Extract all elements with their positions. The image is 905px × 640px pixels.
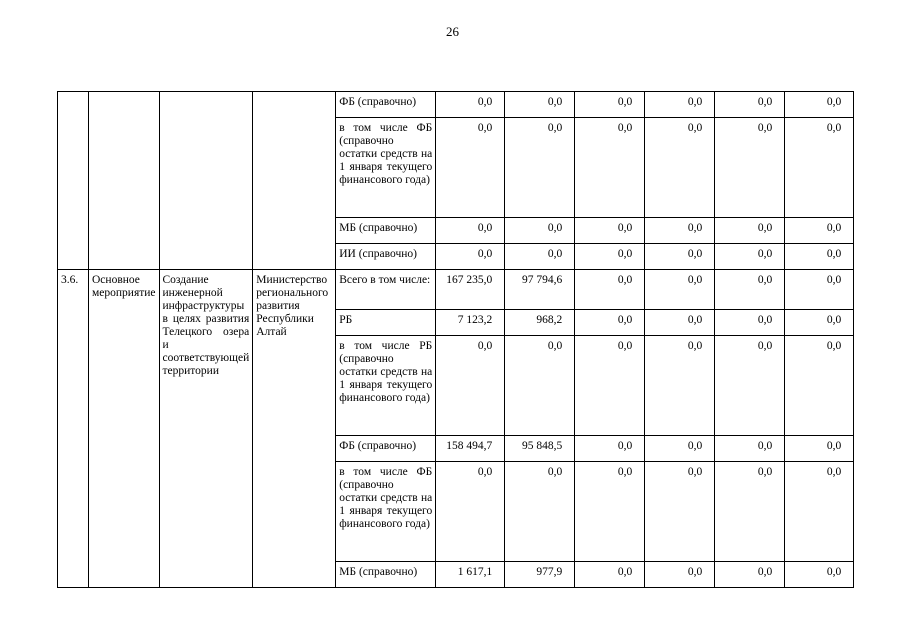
value-cell: 0,0 xyxy=(645,462,715,562)
funding-source: ИИ (справочно) xyxy=(336,244,436,270)
value-cell: 968,2 xyxy=(505,310,575,336)
value-cell: 0,0 xyxy=(575,336,645,436)
value-cell: 0,0 xyxy=(715,310,785,336)
value-cell: 7 123,2 xyxy=(436,310,505,336)
item-name: Создание инженерной инфраструктуры в целях развития Телецкого озера и соответствующей территории xyxy=(159,270,253,588)
value-cell: 0,0 xyxy=(785,562,854,588)
item-number: 3.6. xyxy=(58,270,89,588)
value-cell: 0,0 xyxy=(715,244,785,270)
value-cell: 0,0 xyxy=(575,436,645,462)
value-cell: 0,0 xyxy=(715,436,785,462)
value-cell: 0,0 xyxy=(436,92,505,118)
value-cell: 0,0 xyxy=(645,92,715,118)
page-number: 26 xyxy=(446,24,459,39)
cell-executor xyxy=(253,92,336,270)
value-cell: 0,0 xyxy=(715,218,785,244)
value-cell: 0,0 xyxy=(785,310,854,336)
funding-source: в том числе ФБ (справочно остатки средств на 1 января текущего финансового года) xyxy=(336,462,436,562)
value-cell: 167 235,0 xyxy=(436,270,505,310)
funding-source: ФБ (справочно) xyxy=(336,92,436,118)
value-cell: 0,0 xyxy=(645,436,715,462)
value-cell: 977,9 xyxy=(505,562,575,588)
cell-type xyxy=(89,92,160,270)
item-executor: Министерство регионального развития Республики Алтай xyxy=(253,270,336,588)
value-cell: 0,0 xyxy=(785,462,854,562)
value-cell: 0,0 xyxy=(575,244,645,270)
value-cell: 0,0 xyxy=(436,336,505,436)
value-cell: 0,0 xyxy=(505,244,575,270)
table-row xyxy=(58,270,854,310)
value-cell: 0,0 xyxy=(505,92,575,118)
value-cell: 0,0 xyxy=(575,218,645,244)
value-cell: 0,0 xyxy=(785,270,854,310)
value-cell: 0,0 xyxy=(645,562,715,588)
value-cell: 0,0 xyxy=(645,218,715,244)
value-cell: 0,0 xyxy=(505,462,575,562)
value-cell: 0,0 xyxy=(645,118,715,218)
cell-number xyxy=(58,92,89,270)
value-cell: 0,0 xyxy=(715,562,785,588)
item-type: Основное мероприятие xyxy=(89,270,160,588)
value-cell: 0,0 xyxy=(575,92,645,118)
value-cell: 158 494,7 xyxy=(436,436,505,462)
funding-source: РБ xyxy=(336,310,436,336)
value-cell: 0,0 xyxy=(436,244,505,270)
value-cell: 0,0 xyxy=(715,118,785,218)
value-cell: 0,0 xyxy=(785,336,854,436)
value-cell: 0,0 xyxy=(436,462,505,562)
value-cell: 0,0 xyxy=(505,336,575,436)
value-cell: 95 848,5 xyxy=(505,436,575,462)
value-cell: 0,0 xyxy=(645,270,715,310)
cell-name xyxy=(159,92,253,270)
value-cell: 0,0 xyxy=(575,310,645,336)
value-cell: 0,0 xyxy=(575,118,645,218)
program-funding-table xyxy=(57,91,854,588)
value-cell: 0,0 xyxy=(645,336,715,436)
value-cell: 0,0 xyxy=(645,244,715,270)
funding-source: МБ (справочно) xyxy=(336,218,436,244)
value-cell: 0,0 xyxy=(505,218,575,244)
value-cell: 97 794,6 xyxy=(505,270,575,310)
value-cell: 0,0 xyxy=(575,270,645,310)
table-row xyxy=(58,92,854,118)
value-cell: 0,0 xyxy=(715,462,785,562)
funding-source: в том числе РБ (справочно остатки средств на 1 января текущего финансового года) xyxy=(336,336,436,436)
value-cell: 0,0 xyxy=(575,462,645,562)
value-cell: 0,0 xyxy=(785,118,854,218)
value-cell: 0,0 xyxy=(715,336,785,436)
funding-source: ФБ (справочно) xyxy=(336,436,436,462)
funding-source: в том числе ФБ (справочно остатки средств на 1 января текущего финансового года) xyxy=(336,118,436,218)
value-cell: 0,0 xyxy=(715,270,785,310)
value-cell: 0,0 xyxy=(575,562,645,588)
value-cell: 1 617,1 xyxy=(436,562,505,588)
value-cell: 0,0 xyxy=(715,92,785,118)
value-cell: 0,0 xyxy=(785,244,854,270)
value-cell: 0,0 xyxy=(505,118,575,218)
value-cell: 0,0 xyxy=(436,218,505,244)
value-cell: 0,0 xyxy=(436,118,505,218)
value-cell: 0,0 xyxy=(645,310,715,336)
value-cell: 0,0 xyxy=(785,436,854,462)
value-cell: 0,0 xyxy=(785,92,854,118)
funding-source: МБ (справочно) xyxy=(336,562,436,588)
funding-source: Всего в том числе: xyxy=(336,270,436,310)
value-cell: 0,0 xyxy=(785,218,854,244)
